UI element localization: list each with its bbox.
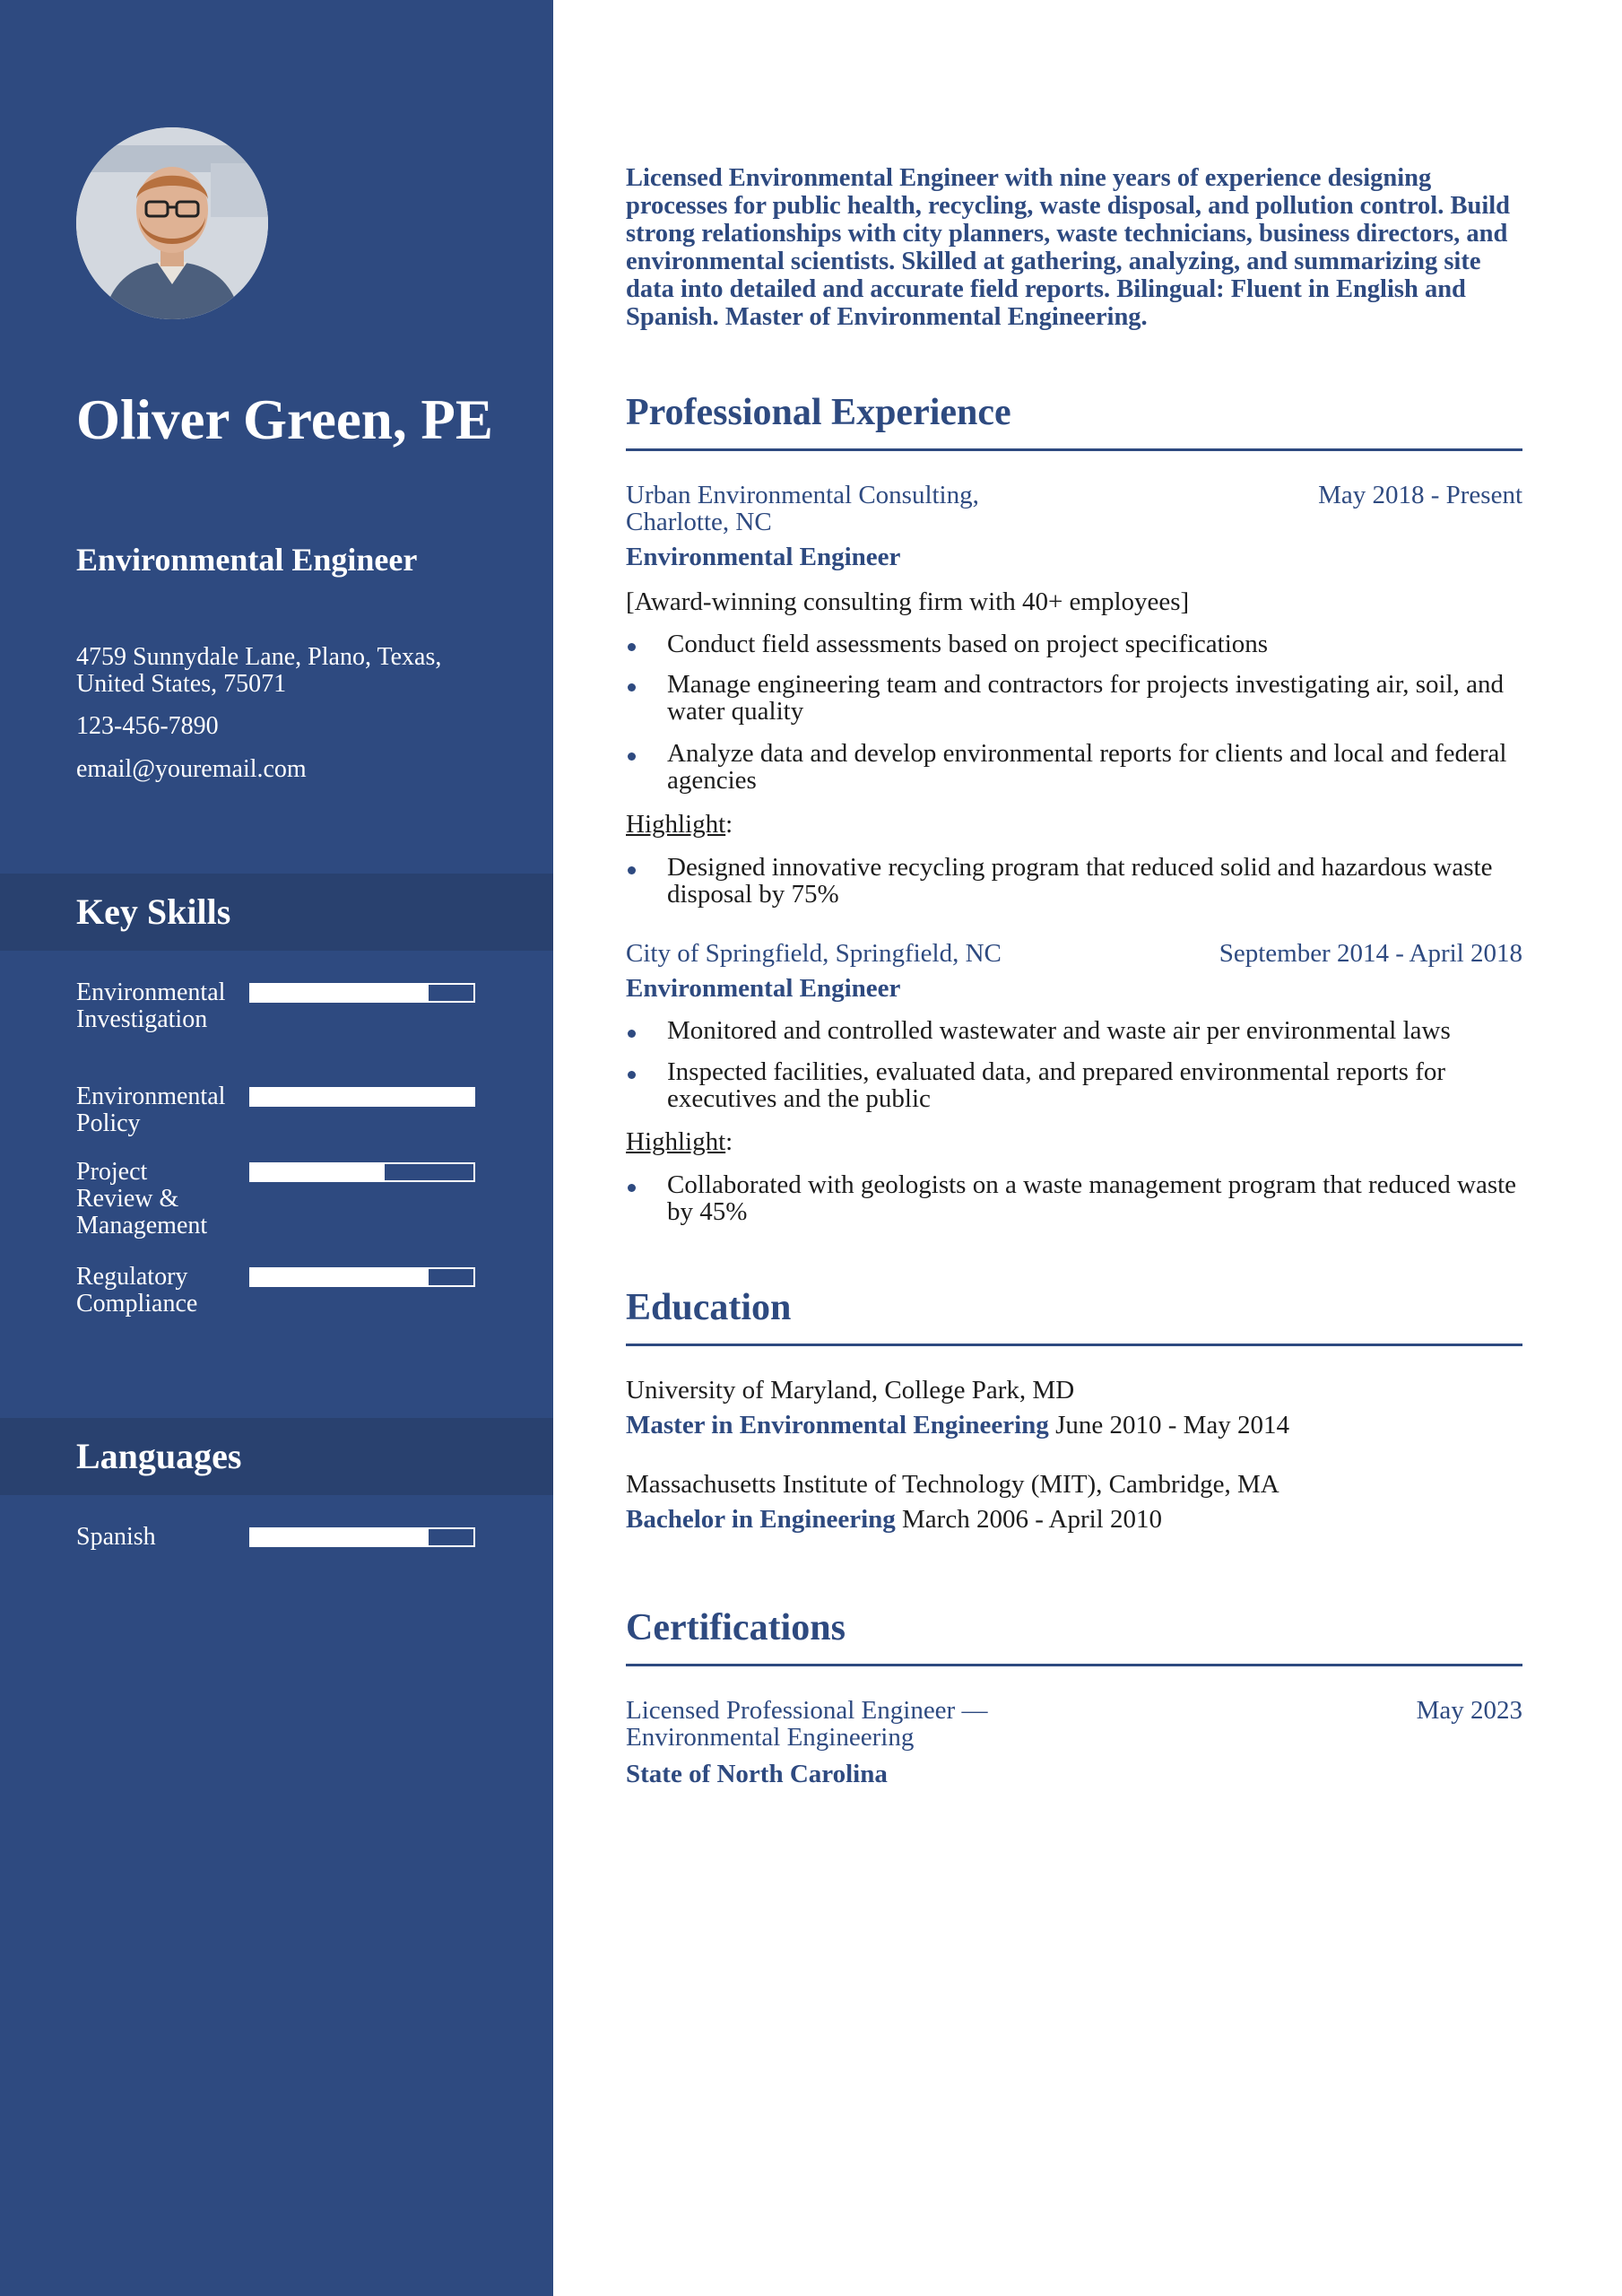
education-title: Education: [626, 1284, 1522, 1346]
skills-title: Key Skills: [76, 891, 231, 932]
bullet-text: Collaborated with geologists on a waste management program that reduced waste by 45%: [667, 1170, 1517, 1226]
profile-photo: [76, 127, 268, 319]
summary: Licensed Environmental Engineer with nine years of experience designing processes for public health, recycling, waste disposal, and pollution control. Build strong relationships with city planners, waste technicians, business directors, and environmental scientists. Skilled at gathering, analyzing, and summarizing site data into detailed and accurate field reports. Bilingual: Fluent in English and Spanish. Master of Environmental Engineering.: [626, 164, 1511, 331]
education-dates: March 2006 - April 2010: [902, 1505, 1162, 1534]
job2-date: September 2014 - April 2018: [1219, 939, 1522, 968]
job2-title: Environmental Engineer: [626, 974, 901, 1003]
skill-meter: [249, 1087, 475, 1107]
bullet-icon: [628, 1030, 636, 1038]
experience-title: Professional Experience: [626, 389, 1522, 451]
job1-date: May 2018 - Present: [1318, 481, 1522, 509]
language-label: Spanish: [76, 1523, 156, 1551]
phone: 123-456-7890: [76, 712, 219, 740]
skill-meter-fill: [251, 1089, 473, 1105]
address: 4759 Sunnydale Lane, Plano, Texas, United States, 75071: [76, 643, 442, 698]
bullet-text: Designed innovative recycling program that reduced solid and hazardous waste disposal by 75%: [667, 853, 1493, 909]
job1-title: Environmental Engineer: [626, 543, 901, 571]
bullet-icon: [628, 752, 636, 761]
job1-org: Urban Environmental Consulting, Charlotte, NC: [626, 481, 979, 536]
languages-title: Languages: [76, 1436, 242, 1476]
certification-date: May 2023: [1416, 1696, 1522, 1725]
bullet-icon: [628, 1184, 636, 1192]
bullet-text: Manage engineering team and contractors for projects investigating air, soil, and water quality: [667, 670, 1504, 726]
certifications-title: Certifications: [626, 1605, 1522, 1666]
education-school: Massachusetts Institute of Technology (MIT), Cambridge, MA: [626, 1470, 1279, 1499]
bullet-icon: [628, 866, 636, 874]
languages-header: [0, 1418, 553, 1495]
skill-meter: [249, 1267, 475, 1287]
job1-description: [Award-winning consulting firm with 40+ employees]: [626, 587, 1190, 616]
email: email@youremail.com: [76, 755, 307, 783]
language-meter-fill: [251, 1529, 429, 1545]
skill-meter-fill: [251, 985, 429, 1001]
language-meter: [249, 1527, 475, 1547]
certification-issuer: State of North Carolina: [626, 1760, 888, 1788]
bullet-icon: [628, 683, 636, 691]
candidate-name: Oliver Green, PE: [76, 388, 493, 451]
skills-header: [0, 874, 553, 951]
bullet-text: Monitored and controlled wastewater and waste air per environmental laws: [667, 1016, 1451, 1045]
candidate-role: Environmental Engineer: [76, 542, 418, 578]
skill-label: Project Review & Management: [76, 1158, 208, 1239]
bullet-text: Analyze data and develop environmental reports for clients and local and federal agencies: [667, 739, 1507, 795]
education-school: University of Maryland, College Park, MD: [626, 1376, 1075, 1405]
education-degree-line: [626, 1505, 1162, 1534]
bullet-icon: [628, 643, 636, 651]
education-degree-line: [626, 1411, 1289, 1439]
skill-meter: [249, 983, 475, 1003]
sidebar: [0, 0, 553, 2296]
job2-highlight-label: Highlight:: [626, 1127, 733, 1156]
education-dates: June 2010 - May 2014: [1055, 1411, 1290, 1439]
skill-label: Environmental Investigation: [76, 978, 226, 1033]
job1-highlight-label: Highlight:: [626, 810, 733, 839]
bullet-icon: [628, 1071, 636, 1079]
avatar: [76, 127, 268, 319]
education-degree: Bachelor in Engineering: [626, 1505, 896, 1534]
certification-name: Licensed Professional Engineer — Environmental Engineering: [626, 1696, 988, 1752]
skill-meter: [249, 1162, 475, 1182]
job2-org: City of Springfield, Springfield, NC: [626, 939, 1002, 968]
bullet-text: Inspected facilities, evaluated data, and prepared environmental reports for executives and the public: [667, 1057, 1446, 1113]
skill-meter-fill: [251, 1164, 385, 1180]
skill-label: Environmental Policy: [76, 1083, 226, 1137]
skill-label: Regulatory Compliance: [76, 1263, 198, 1318]
skill-meter-fill: [251, 1269, 429, 1285]
bullet-text: Conduct field assessments based on project specifications: [667, 630, 1269, 658]
education-degree: Master in Environmental Engineering: [626, 1411, 1049, 1439]
